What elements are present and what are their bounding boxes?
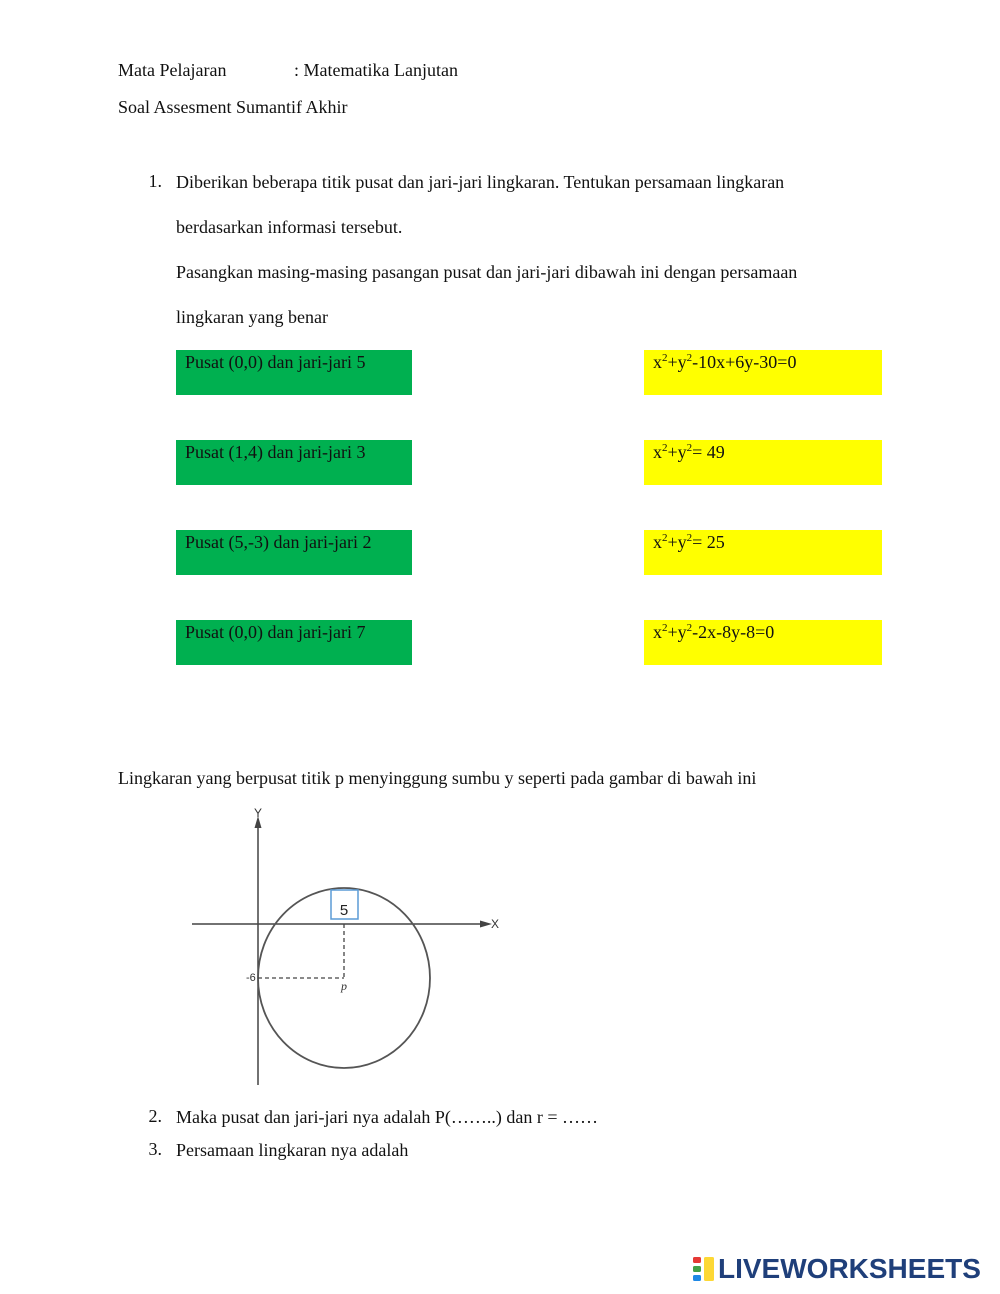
question-1-line-3: Pasangkan masing-masing pasangan pusat dan jari-jari dibawah ini dengan persamaan [176,262,798,282]
equation-power: 2 [662,442,668,454]
logo-blocks-icon [692,1256,716,1282]
equation-rest: -2x-8y-8=0 [692,622,775,642]
exam-title: Soal Assesment Sumantif Akhir [118,97,348,117]
question-1-line-1: Diberikan beberapa titik pusat dan jari-jari lingkaran. Tentukan persamaan lingkaran [176,172,785,192]
question-2-number: 2. [148,1106,162,1126]
match-left-item-4[interactable]: Pusat (0,0) dan jari-jari 7 [176,620,412,665]
equation-x: x [653,442,662,462]
circle-figure [180,800,520,1095]
equation-power: 2 [662,622,668,634]
liveworksheets-logo[interactable] [692,1254,981,1284]
equation-rest: -10x+6y-30=0 [692,352,797,372]
answer-box-value: 5 [339,902,349,919]
equation-power: 2 [662,532,668,544]
point-p-label: p [341,979,347,993]
match-left-item-1[interactable]: Pusat (0,0) dan jari-jari 5 [176,350,412,395]
question-2-text: Maka pusat dan jari-jari nya adalah P(……..) dan r = …… [176,1107,599,1127]
logo-text: LIVEWORKSHEETS [718,1253,981,1284]
equation-x: x [653,622,662,642]
equation-y: +y [667,622,687,642]
equation-power: 2 [686,442,693,454]
y-axis-label: Y [254,806,263,820]
subject-value: : Matematika Lanjutan [294,60,458,80]
figure-intro: Lingkaran yang berpusat titik p menyinggung sumbu y seperti pada gambar di bawah ini [118,768,757,788]
equation-power: 2 [686,622,693,634]
equation-power: 2 [686,532,693,544]
equation-y: +y [667,442,687,462]
equation-power: 2 [686,352,693,364]
match-right-item-1[interactable] [644,350,882,395]
question-1-line-2: berdasarkan informasi tersebut. [176,217,403,237]
question-3-text: Persamaan lingkaran nya adalah [176,1140,409,1160]
x-axis-label: X [491,917,500,931]
match-left-item-2[interactable]: Pusat (1,4) dan jari-jari 3 [176,440,412,485]
match-right-item-3[interactable] [644,530,882,575]
question-1-number: 1. [148,171,162,191]
match-right-item-4[interactable] [644,620,882,665]
match-right-item-2[interactable] [644,440,882,485]
question-3-number: 3. [148,1139,162,1159]
question-1-line-4: lingkaran yang benar [176,307,328,327]
equation-rest: = 25 [692,532,725,552]
y-value-label: -6 [246,972,256,984]
equation-y: +y [667,532,687,552]
equation-y: +y [667,352,687,372]
equation-rest: = 49 [692,442,725,462]
subject-label: Mata Pelajaran [118,60,227,80]
match-left-item-3[interactable]: Pusat (5,-3) dan jari-jari 2 [176,530,412,575]
equation-x: x [653,352,662,372]
equation-power: 2 [662,352,668,364]
equation-x: x [653,532,662,552]
